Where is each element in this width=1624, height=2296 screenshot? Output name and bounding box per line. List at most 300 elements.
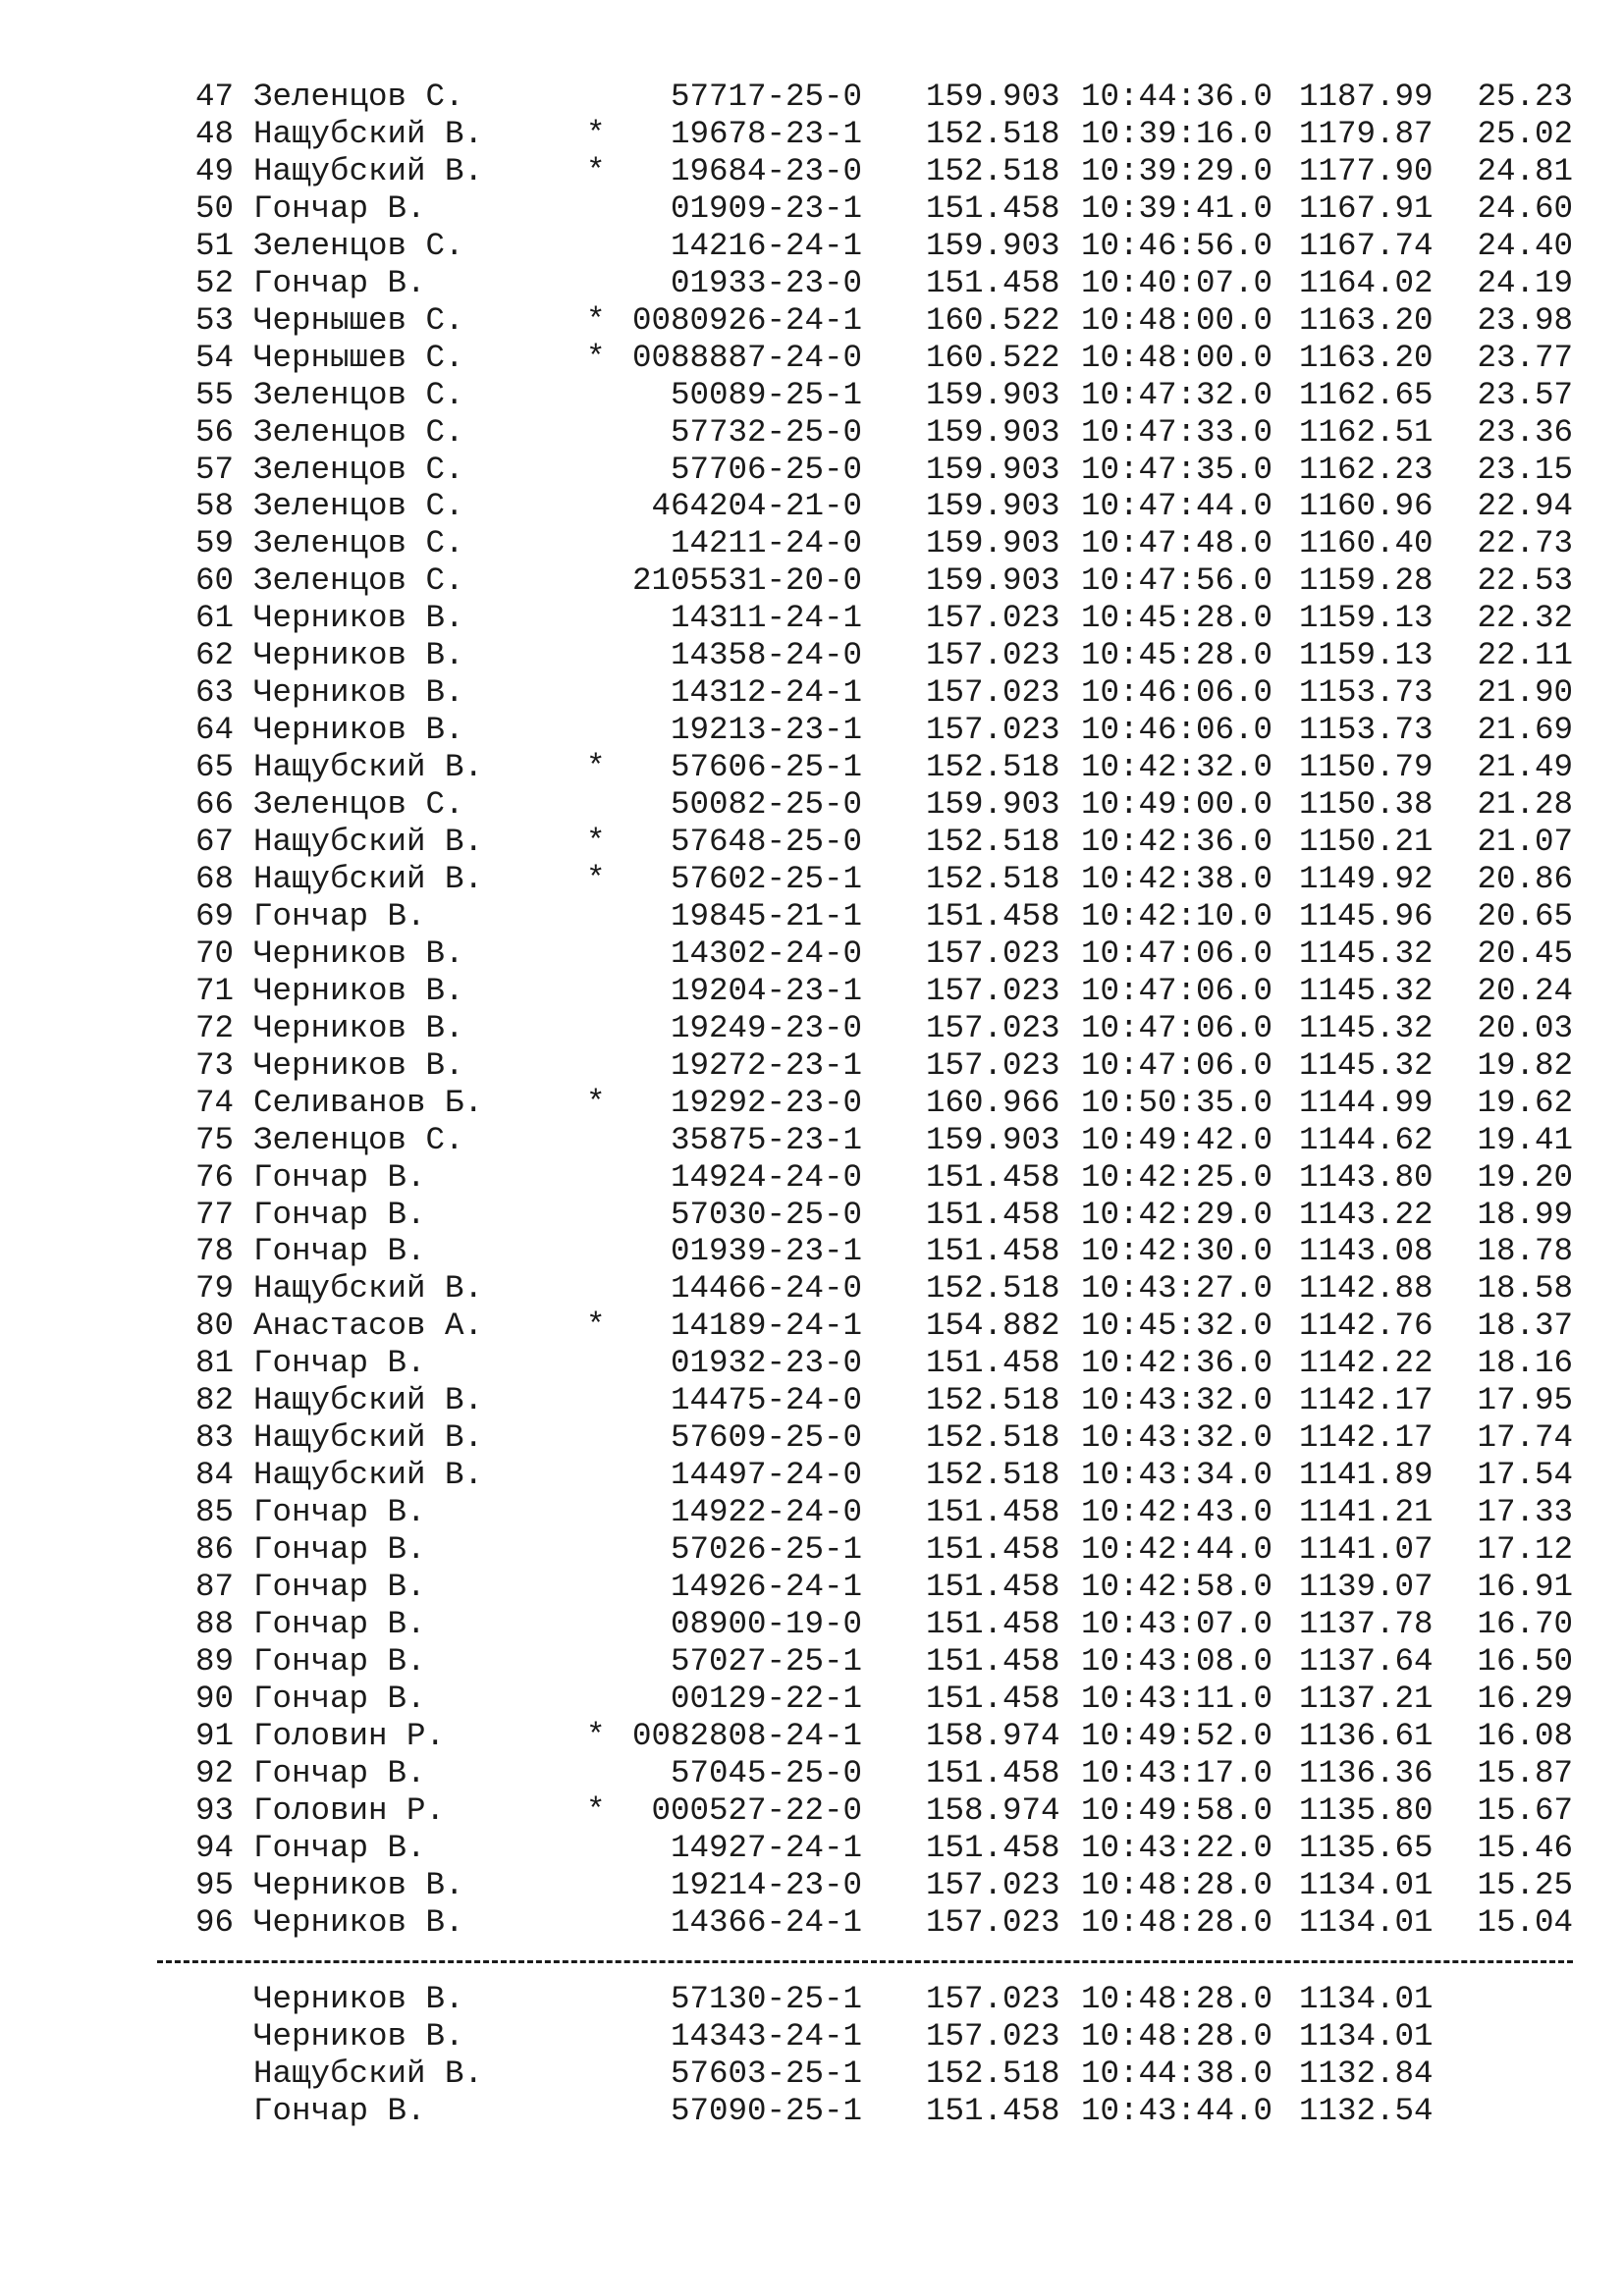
table-row [0,637,1624,674]
speed-value: 1159.28 [1299,562,1434,600]
fancier-name: Черников В. [253,600,464,637]
table-row [0,600,1624,637]
points-value: 22.94 [1477,488,1573,525]
distance-value: 157.023 [926,1009,1060,1046]
arrival-time: 10:47:56.0 [1081,562,1273,600]
table-row [0,1830,1624,1867]
fancier-name: Гончар В. [253,1494,426,1531]
ring-number: 19684-23-0 [670,152,862,189]
distance-value: 151.458 [926,1158,1060,1196]
distance-value: 152.518 [926,1457,1060,1494]
fancier-name: Селиванов Б. [253,1084,484,1121]
arrival-time: 10:42:29.0 [1081,1196,1273,1233]
ring-number: 14311-24-1 [670,600,862,637]
distance-value: 159.903 [926,488,1060,525]
distance-value: 151.458 [926,1345,1060,1382]
speed-value: 1163.20 [1299,301,1434,339]
speed-value: 1143.08 [1299,1233,1434,1270]
distance-value: 152.518 [926,749,1060,786]
arrival-time: 10:42:25.0 [1081,1158,1273,1196]
distance-value: 157.023 [926,637,1060,674]
table-row [0,1457,1624,1494]
points-value: 25.23 [1477,79,1573,115]
speed-value: 1145.32 [1299,1046,1434,1084]
table-row [0,1270,1624,1308]
table-row [0,1867,1624,1904]
distance-value: 160.522 [926,339,1060,376]
speed-value: 1135.80 [1299,1791,1434,1829]
ring-number: 14475-24-0 [670,1382,862,1419]
points-value: 18.78 [1477,1233,1573,1270]
points-value: 23.57 [1477,376,1573,413]
distance-value: 151.458 [926,897,1060,934]
speed-value: 1144.99 [1299,1084,1434,1121]
place-number: 72 [194,1009,234,1046]
speed-value: 1179.87 [1299,115,1434,152]
distance-value: 151.458 [926,2092,1060,2129]
place-number: 79 [194,1270,234,1308]
distance-value: 151.458 [926,1569,1060,1605]
star-mark: * [586,115,606,152]
points-value: 16.29 [1477,1680,1573,1717]
star-mark: * [586,339,606,376]
speed-value: 1177.90 [1299,152,1434,189]
speed-value: 1167.91 [1299,189,1434,227]
place-number: 77 [194,1196,234,1233]
distance-value: 151.458 [926,189,1060,227]
place-number: 96 [194,1903,234,1941]
speed-value: 1145.96 [1299,897,1434,934]
table-row [0,1085,1624,1122]
fancier-name: Черников В. [253,1866,464,1903]
place-number: 90 [194,1680,234,1717]
dashed-divider [157,1960,1573,1963]
place-number: 47 [194,79,234,115]
place-number: 84 [194,1457,234,1494]
arrival-time: 10:40:07.0 [1081,264,1273,301]
points-value: 15.67 [1477,1791,1573,1829]
distance-value: 152.518 [926,860,1060,897]
points-value: 21.69 [1477,712,1573,749]
place-number: 60 [194,562,234,600]
arrival-time: 10:48:00.0 [1081,339,1273,376]
points-value: 24.81 [1477,152,1573,189]
fancier-name: Черников В. [253,637,464,674]
table-row [0,973,1624,1010]
distance-value: 151.458 [926,1754,1060,1791]
points-value: 19.20 [1477,1158,1573,1196]
table-row [0,824,1624,861]
speed-value: 1137.64 [1299,1642,1434,1680]
fancier-name: Гончар В. [253,1531,426,1569]
arrival-time: 10:46:06.0 [1081,674,1273,712]
place-number: 63 [194,674,234,712]
place-number: 65 [194,749,234,786]
place-number: 54 [194,339,234,376]
fancier-name: Головин Р. [253,1791,446,1829]
distance-value: 157.023 [926,2017,1060,2055]
place-number: 75 [194,1121,234,1158]
speed-value: 1162.51 [1299,413,1434,451]
arrival-time: 10:42:58.0 [1081,1569,1273,1605]
speed-value: 1162.65 [1299,376,1434,413]
speed-value: 1134.01 [1299,1981,1434,2017]
ring-number: 14924-24-0 [670,1158,862,1196]
arrival-time: 10:43:34.0 [1081,1457,1273,1494]
fancier-name: Зеленцов С. [253,413,464,451]
points-value: 18.99 [1477,1196,1573,1233]
place-number: 69 [194,897,234,934]
distance-value: 151.458 [926,1494,1060,1531]
speed-value: 1143.80 [1299,1158,1434,1196]
table-row [0,1419,1624,1457]
fancier-name: Гончар В. [253,1196,426,1233]
table-row [0,1718,1624,1755]
table-row [0,377,1624,414]
star-mark: * [586,860,606,897]
place-number: 68 [194,860,234,897]
arrival-time: 10:47:06.0 [1081,934,1273,972]
distance-value: 157.023 [926,934,1060,972]
fancier-name: Зеленцов С. [253,525,464,562]
speed-value: 1150.79 [1299,749,1434,786]
arrival-time: 10:47:44.0 [1081,488,1273,525]
ring-number: 2105531-20-0 [631,562,862,600]
arrival-time: 10:44:38.0 [1081,2055,1273,2092]
ring-number: 35875-23-1 [670,1121,862,1158]
arrival-time: 10:39:41.0 [1081,189,1273,227]
fancier-name: Нащубский В. [253,860,484,897]
place-number: 62 [194,637,234,674]
fancier-name: Нащубский В. [253,1270,484,1308]
table-row [0,712,1624,749]
fancier-name: Черников В. [253,1981,464,2017]
arrival-time: 10:42:36.0 [1081,824,1273,860]
star-mark: * [586,749,606,786]
distance-value: 151.458 [926,1531,1060,1569]
fancier-name: Зеленцов С. [253,79,464,115]
arrival-time: 10:42:38.0 [1081,860,1273,897]
speed-value: 1132.54 [1299,2092,1434,2129]
arrival-time: 10:49:52.0 [1081,1717,1273,1754]
ring-number: 01939-23-1 [670,1233,862,1270]
ring-number: 57609-25-0 [670,1419,862,1457]
speed-value: 1137.78 [1299,1605,1434,1642]
ring-number: 14926-24-1 [670,1569,862,1605]
ring-number: 14358-24-0 [670,637,862,674]
speed-value: 1134.01 [1299,2017,1434,2055]
points-value: 17.33 [1477,1494,1573,1531]
table-row [0,1531,1624,1569]
points-value: 16.50 [1477,1642,1573,1680]
points-value: 20.03 [1477,1009,1573,1046]
distance-value: 154.882 [926,1308,1060,1345]
fancier-name: Черников В. [253,674,464,712]
table-row [0,674,1624,712]
distance-value: 160.522 [926,301,1060,339]
fancier-name: Чернышев С. [253,339,464,376]
table-row [0,116,1624,153]
ring-number: 50082-25-0 [670,786,862,824]
place-number: 67 [194,824,234,860]
ring-number: 14312-24-1 [670,674,862,712]
ring-number: 14497-24-0 [670,1457,862,1494]
place-number: 86 [194,1531,234,1569]
ring-number: 19678-23-1 [670,115,862,152]
speed-value: 1136.61 [1299,1717,1434,1754]
ring-number: 50089-25-1 [670,376,862,413]
speed-value: 1144.62 [1299,1121,1434,1158]
speed-value: 1167.74 [1299,227,1434,264]
distance-value: 159.903 [926,376,1060,413]
arrival-time: 10:46:06.0 [1081,712,1273,749]
star-mark: * [586,824,606,860]
points-value: 25.02 [1477,115,1573,152]
extra-table-row [0,2093,1624,2130]
ring-number: 01933-23-0 [670,264,862,301]
place-number: 92 [194,1754,234,1791]
points-value: 17.95 [1477,1382,1573,1419]
speed-value: 1141.89 [1299,1457,1434,1494]
ring-number: 0080926-24-1 [631,301,862,339]
arrival-time: 10:45:28.0 [1081,637,1273,674]
arrival-time: 10:48:28.0 [1081,1866,1273,1903]
table-row [0,1047,1624,1085]
place-number: 58 [194,488,234,525]
points-value: 22.11 [1477,637,1573,674]
speed-value: 1143.22 [1299,1196,1434,1233]
points-value: 20.65 [1477,897,1573,934]
table-row [0,414,1624,452]
table-row [0,228,1624,265]
place-number: 93 [194,1791,234,1829]
distance-value: 157.023 [926,600,1060,637]
arrival-time: 10:39:29.0 [1081,152,1273,189]
points-value: 19.41 [1477,1121,1573,1158]
ring-number: 57603-25-1 [670,2055,862,2092]
table-row [0,898,1624,935]
points-value: 22.73 [1477,525,1573,562]
place-number: 49 [194,152,234,189]
place-number: 51 [194,227,234,264]
arrival-time: 10:48:28.0 [1081,1981,1273,2017]
speed-value: 1134.01 [1299,1866,1434,1903]
ring-number: 57706-25-0 [670,451,862,488]
ring-number: 14216-24-1 [670,227,862,264]
distance-value: 151.458 [926,1680,1060,1717]
points-value: 24.19 [1477,264,1573,301]
table-row [0,525,1624,562]
distance-value: 157.023 [926,1866,1060,1903]
arrival-time: 10:43:08.0 [1081,1642,1273,1680]
table-row [0,1233,1624,1270]
table-row [0,562,1624,600]
arrival-time: 10:42:36.0 [1081,1345,1273,1382]
extra-table-row [0,1981,1624,2018]
arrival-time: 10:49:58.0 [1081,1791,1273,1829]
table-row [0,153,1624,190]
ring-number: 14302-24-0 [670,934,862,972]
ring-number: 464204-21-0 [651,488,862,525]
distance-value: 152.518 [926,1419,1060,1457]
place-number: 81 [194,1345,234,1382]
fancier-name: Анастасов А. [253,1308,484,1345]
ring-number: 57045-25-0 [670,1754,862,1791]
place-number: 48 [194,115,234,152]
points-value: 21.28 [1477,786,1573,824]
ring-number: 57717-25-0 [670,79,862,115]
speed-value: 1160.40 [1299,525,1434,562]
points-value: 19.62 [1477,1084,1573,1121]
distance-value: 152.518 [926,152,1060,189]
fancier-name: Черников В. [253,934,464,972]
speed-value: 1162.23 [1299,451,1434,488]
fancier-name: Гончар В. [253,1569,426,1605]
ring-number: 19213-23-1 [670,712,862,749]
distance-value: 151.458 [926,1196,1060,1233]
ring-number: 08900-19-0 [670,1605,862,1642]
ring-number: 57732-25-0 [670,413,862,451]
ring-number: 19272-23-1 [670,1046,862,1084]
points-value: 15.04 [1477,1903,1573,1941]
arrival-time: 10:42:10.0 [1081,897,1273,934]
place-number: 76 [194,1158,234,1196]
arrival-time: 10:49:00.0 [1081,786,1273,824]
star-mark: * [586,1308,606,1345]
points-value: 21.49 [1477,749,1573,786]
table-row [0,935,1624,973]
fancier-name: Зеленцов С. [253,786,464,824]
arrival-time: 10:48:00.0 [1081,301,1273,339]
ring-number: 14189-24-1 [670,1308,862,1345]
fancier-name: Зеленцов С. [253,1121,464,1158]
place-number: 94 [194,1829,234,1866]
distance-value: 157.023 [926,1046,1060,1084]
table-row [0,1308,1624,1345]
arrival-time: 10:43:32.0 [1081,1382,1273,1419]
table-row [0,749,1624,786]
table-row [0,786,1624,824]
ring-number: 57030-25-0 [670,1196,862,1233]
ring-number: 01932-23-0 [670,1345,862,1382]
table-row [0,1755,1624,1792]
arrival-time: 10:45:32.0 [1081,1308,1273,1345]
arrival-time: 10:45:28.0 [1081,600,1273,637]
distance-value: 152.518 [926,1382,1060,1419]
ring-number: 14922-24-0 [670,1494,862,1531]
table-row [0,1010,1624,1047]
arrival-time: 10:47:35.0 [1081,451,1273,488]
table-row [0,1197,1624,1234]
table-row [0,1345,1624,1382]
table-row [0,861,1624,898]
place-number: 95 [194,1866,234,1903]
ring-number: 01909-23-1 [670,189,862,227]
speed-value: 1187.99 [1299,79,1434,115]
table-row [0,1904,1624,1942]
ring-number: 0088887-24-0 [631,339,862,376]
distance-value: 151.458 [926,1233,1060,1270]
ring-number: 19249-23-0 [670,1009,862,1046]
place-number: 55 [194,376,234,413]
points-value: 23.77 [1477,339,1573,376]
speed-value: 1142.17 [1299,1382,1434,1419]
arrival-time: 10:43:22.0 [1081,1829,1273,1866]
speed-value: 1142.88 [1299,1270,1434,1308]
points-value: 22.53 [1477,562,1573,600]
place-number: 64 [194,712,234,749]
place-number: 66 [194,786,234,824]
table-row [0,1122,1624,1159]
arrival-time: 10:48:28.0 [1081,2017,1273,2055]
table-row [0,452,1624,489]
points-value: 16.08 [1477,1717,1573,1754]
star-mark: * [586,152,606,189]
arrival-time: 10:43:44.0 [1081,2092,1273,2129]
arrival-time: 10:43:27.0 [1081,1270,1273,1308]
speed-value: 1141.21 [1299,1494,1434,1531]
place-number: 53 [194,301,234,339]
arrival-time: 10:49:42.0 [1081,1121,1273,1158]
arrival-time: 10:43:11.0 [1081,1680,1273,1717]
ring-number: 19214-23-0 [670,1866,862,1903]
points-value: 20.45 [1477,934,1573,972]
points-value: 18.37 [1477,1308,1573,1345]
points-value: 24.60 [1477,189,1573,227]
speed-value: 1164.02 [1299,264,1434,301]
arrival-time: 10:42:30.0 [1081,1233,1273,1270]
place-number: 71 [194,972,234,1009]
place-number: 89 [194,1642,234,1680]
distance-value: 159.903 [926,79,1060,115]
points-value: 18.58 [1477,1270,1573,1308]
arrival-time: 10:47:06.0 [1081,1046,1273,1084]
arrival-time: 10:44:36.0 [1081,79,1273,115]
arrival-time: 10:50:35.0 [1081,1084,1273,1121]
fancier-name: Зеленцов С. [253,488,464,525]
fancier-name: Нащубский В. [253,152,484,189]
extra-table-row [0,2056,1624,2093]
distance-value: 159.903 [926,451,1060,488]
table-row [0,1382,1624,1419]
star-mark: * [586,1791,606,1829]
points-value: 16.91 [1477,1569,1573,1605]
speed-value: 1160.96 [1299,488,1434,525]
arrival-time: 10:39:16.0 [1081,115,1273,152]
ring-number: 00129-22-1 [670,1680,862,1717]
place-number: 61 [194,600,234,637]
arrival-time: 10:42:43.0 [1081,1494,1273,1531]
table-row [0,1681,1624,1718]
distance-value: 151.458 [926,264,1060,301]
place-number: 56 [194,413,234,451]
ring-number: 14343-24-1 [670,2017,862,2055]
ring-number: 000527-22-0 [651,1791,862,1829]
ring-number: 57027-25-1 [670,1642,862,1680]
distance-value: 152.518 [926,2055,1060,2092]
points-value: 20.24 [1477,972,1573,1009]
place-number: 57 [194,451,234,488]
arrival-time: 10:42:32.0 [1081,749,1273,786]
speed-value: 1139.07 [1299,1569,1434,1605]
fancier-name: Нащубский В. [253,1382,484,1419]
distance-value: 159.903 [926,413,1060,451]
speed-value: 1145.32 [1299,972,1434,1009]
distance-value: 157.023 [926,712,1060,749]
speed-value: 1163.20 [1299,339,1434,376]
speed-value: 1142.17 [1299,1419,1434,1457]
ring-number: 57026-25-1 [670,1531,862,1569]
